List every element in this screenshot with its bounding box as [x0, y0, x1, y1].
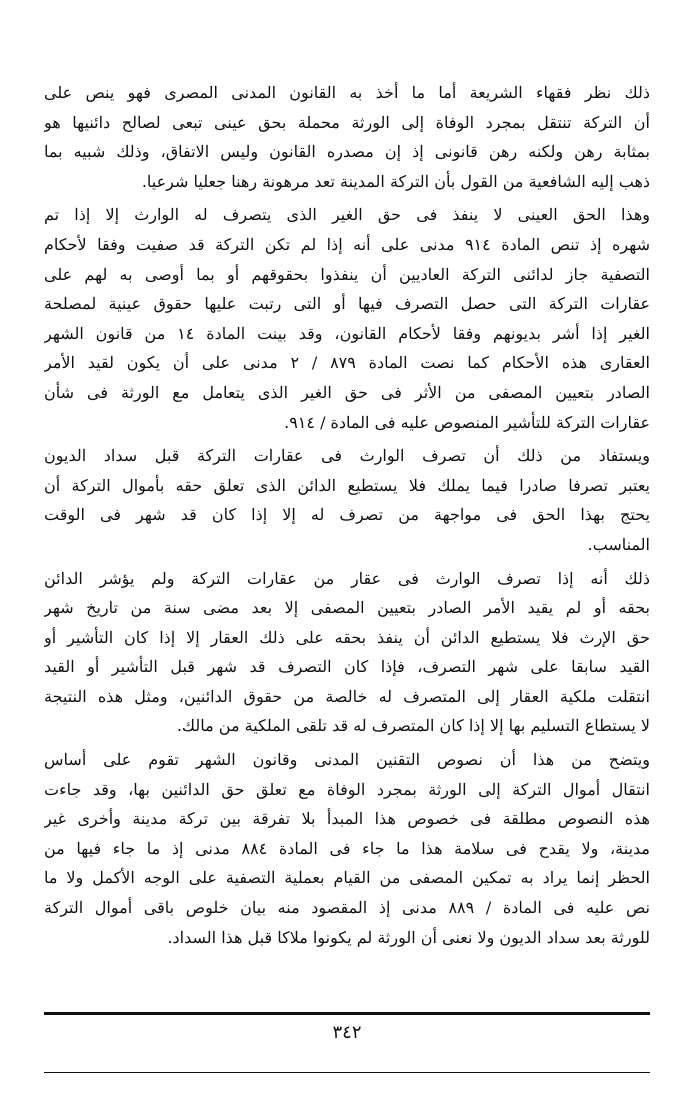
text-line: ذهب إليه الشافعية من القول بأن التركة المدينة تعد مرهونة رهنا جعليا شرعيا. [141, 171, 650, 191]
text-line: العقارى هذه الأحكام كما نصت المادة ٨٧٩ / ٢ مدنى على أن يكون لقيد الأمر [44, 353, 650, 373]
text-line: شهره إذ تنص المادة ٩١٤ مدنى على أنه إذا لم تكن التركة قد صفيت وفقا لأحكام [44, 234, 650, 254]
text-line: وهذا الحق العينى لا ينفذ فى حق الغير الذى يتصرف له الوارث إلا إذا تم [44, 205, 650, 225]
paragraph-4 [44, 564, 650, 742]
text-line: ذلك نظر فقهاء الشريعة أما ما أخذ به القانون المدنى المصرى فهو ينص على [44, 83, 650, 102]
text-line: الغير إذا أشر بديونهم وفقا لأحكام القانون، وقد بينت المادة ١٤ من قانون الشهر [44, 323, 650, 343]
text-line: ويستفاد من ذلك أن تصرف الوارث فى عقارات التركة قبل سداد الديون [44, 446, 650, 466]
text-line: نص عليه فى المادة / ٨٨٩ مدنى إذ المقصود منه بيان خلوص باقى أموال التركة [44, 898, 650, 918]
text-line: المناسب. [587, 534, 650, 554]
text-line: يحتج بهذا الحق فى مواجهة من تصرف له إلا إذا كان قد شهر فى الوقت [44, 505, 650, 525]
text-line: لا يستطاع التسليم بها إلا إذا كان المتصرف له قد تلقى الملكية من مالك. [176, 716, 650, 736]
text-line: بمثابة رهن ولكنه رهن قانونى إذ إن مصدره القانون وليس الاتفاق، وذلك شبيه بما [44, 142, 650, 162]
text-line: حق الإرث فلا يستطيع الدائن أن ينفذ بحقه على ذلك العقار إلا إذا كان التأشير أو [44, 627, 650, 647]
text-line: للورثة بعد سداد الديون ولا نعنى أن الورثة لم يكونوا ملاكا قبل هذا السداد. [167, 927, 650, 947]
text-line: بحقه أو لم يقيد الأمر الصادر بتعيين المصفى إلا بعد مضى سنة من تاريخ شهر [44, 598, 650, 618]
footer-rule-bottom [44, 1072, 650, 1073]
footer-rule-top [44, 1012, 650, 1015]
text-line: الصادر بتعيين المصفى من الأثر فى حق الغير الذى يتعامل مع الورثة فى شأن [44, 382, 650, 402]
body-text [44, 78, 650, 952]
text-line: القيد سابقا على شهر التصرف، فإذا كان التصرف قد شهر قبل التأشير أو القيد [44, 657, 650, 677]
text-line: عقارات التركة للتأشير المنصوص عليه فى المادة / ٩١٤. [284, 412, 650, 432]
text-line: التصفية جاز لدائنى التركة العاديين أن ينفذوا بحقوقهم أو بما أوصى به لهم على [44, 264, 650, 284]
text-line: يعتبر تصرفا صادرا فيما يملك فلا يستطيع الدائن الذى تعلق حقه بأموال التركة أن [44, 475, 650, 495]
text-line: مدينة، ولا يقدح فى سلامة هذا ما جاء فى المادة ٨٨٤ مدنى إذ ما جاء فيها من [44, 838, 650, 858]
page-number: ٣٤٢ [332, 1022, 362, 1043]
text-line: ذلك أنه إذا تصرف الوارث فى عقار من عقارات التركة ولم يؤشر الدائن [44, 568, 650, 588]
paragraph-2 [44, 200, 650, 437]
text-line: الحظر إنما يراد به تمكين المصفى من القيام بعملية التصفية على الوجه الأكمل ولا ما [44, 868, 650, 888]
text-line: أن التركة تنتقل بمجرد الوفاة إلى الورثة محملة بحق عينى تبعى لصالح دائنيها هو [44, 112, 650, 132]
text-line: انتقلت ملكية العقار إلى المتصرف له خالصة من حقوق الدائنين، ومثل هذه النتيجة [44, 686, 650, 706]
paragraph-3 [44, 441, 650, 559]
paragraph-5 [44, 745, 650, 952]
text-line: عقارات التركة التى حصل التصرف فيها أو التى رتبت عليها حقوق عينية لمصلحة [44, 294, 650, 314]
text-line: ويتضح من هذا أن نصوص التقنين المدنى وقانون الشهر تقوم على أساس [44, 750, 650, 770]
text-line: انتقال أموال التركة إلى الورثة بمجرد الوفاة مع تعلق حق الدائنين بها، وقد جاءت [44, 779, 650, 799]
text-line: هذه النصوص مطلقة فى خصوص هذا المبدأ بلا تفرقة بين تركة مدينة وأخرى غير [44, 809, 650, 829]
paragraph-1 [44, 78, 650, 196]
